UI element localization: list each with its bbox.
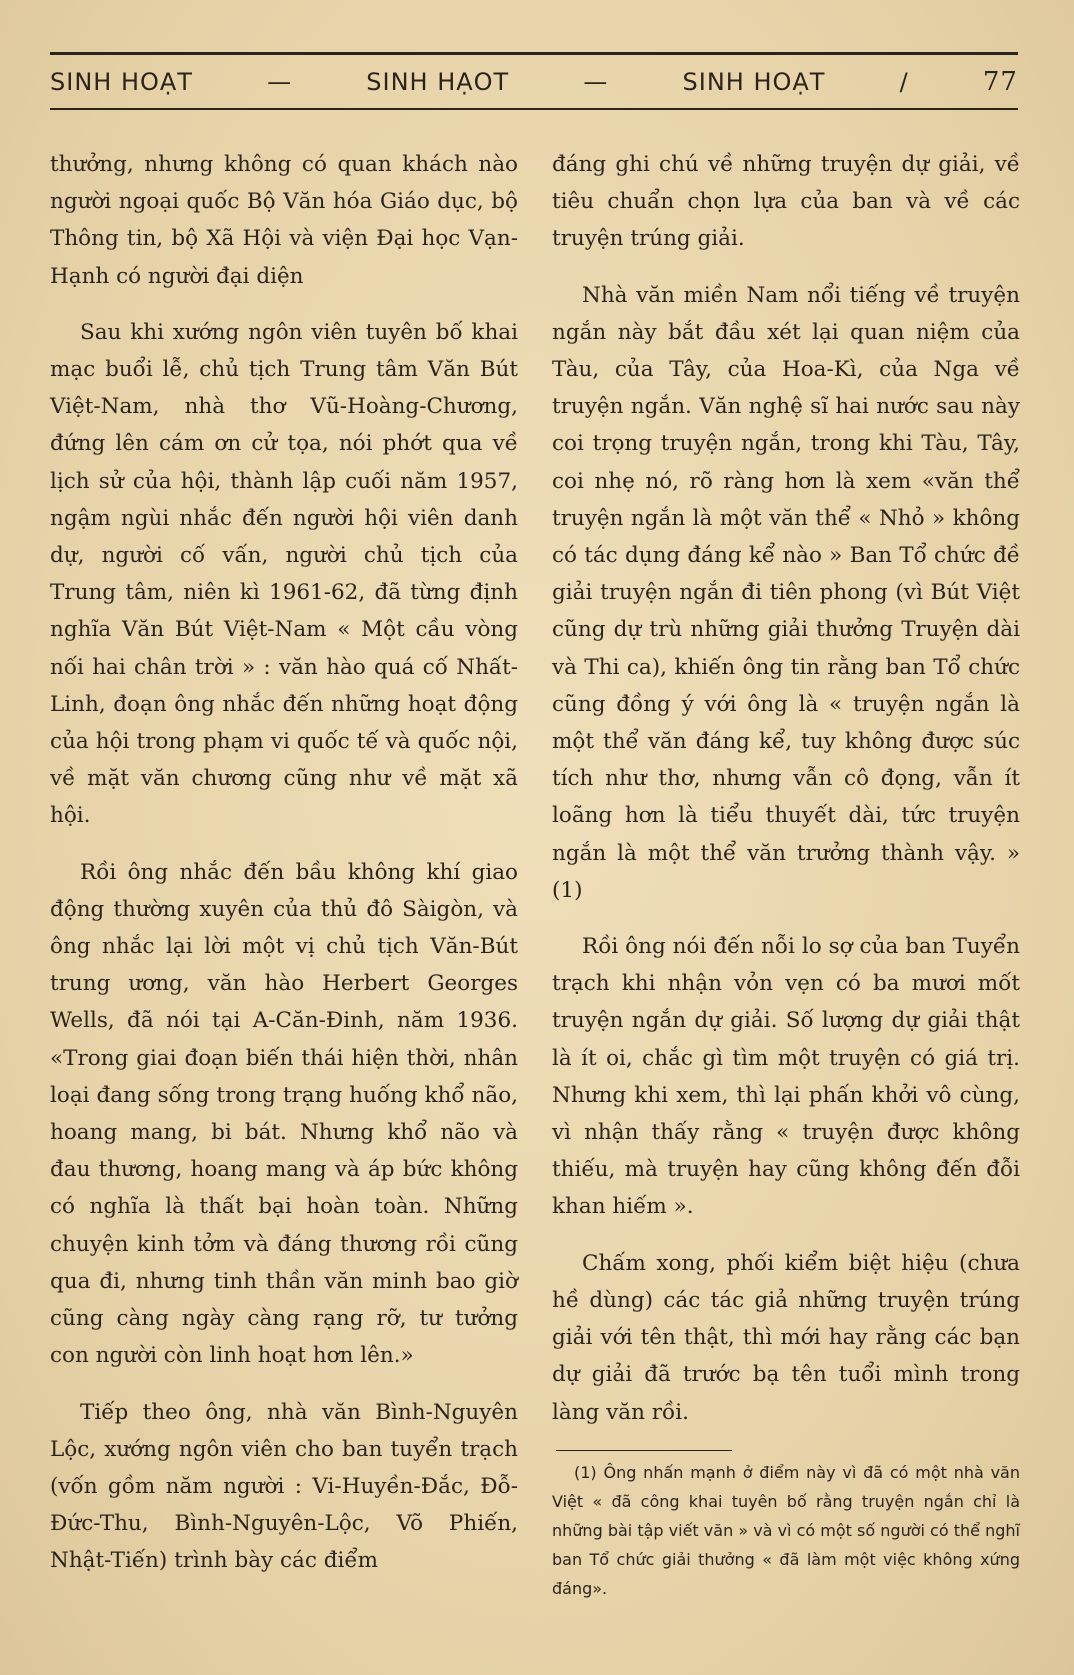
paragraph: Chấm xong, phối kiểm biệt hiệu (chưa hề dùng) các tác giả những truyện trúng giải với tên thật, thì mới hay rằng các bạn dự giải đã trước bạ tên tuổi mình trong làng văn rồi. [552,1250,1020,1425]
header-bottom-rule [50,108,1018,110]
running-header [50,64,1018,100]
paragraph: Rồi ông nói đến nỗi lo sợ của ban Tuyển trạch khi nhận vỏn vẹn có ba mươi mốt truyện ngắn dự giải. Số lượng dự giải thật là ít oi, chắc gì tìm một truyện có giá trị. Nhưng khi xem, thì lại phấn khởi vô cùng, vì nhận thấy rằng « truyện được không thiếu, mà truyện hay cũng không đến đỗi khan hiếm ». [552,934,1020,1220]
paragraph: Sau khi xướng ngôn viên tuyên bố khai mạc buổi lễ, chủ tịch Trung tâm Văn Bút Việt-Nam, nhà thơ Vũ-Hoàng-Chương, đứng lên cám ơn cử tọa, nói phớt qua về lịch sử của hội, thành lập cuối năm 1957, ngậm ngùi nhắc đến người hội viên danh dự, người cố vấn, người chủ tịch của Trung tâm, niên kì 1961-62, đã từng định nghĩa Văn Bút Việt-Nam « Một cầu vòng nối hai chân trời » : văn hào quá cố Nhất-Linh, đoạn ông nhắc đến những hoạt động của hội trong phạm vi quốc tế và quốc nội, về mặt văn chương cũng như về mặt xã hội. [50,319,518,829]
paragraph: thưởng, nhưng không có quan khách nào người ngoại quốc Bộ Văn hóa Giáo dục, bộ Thông tin, bộ Xã Hội và viện Đại học Vạn-Hạnh có người đại diện [50,152,518,289]
header-section-3: SINH HOẠT [682,68,826,96]
left-column [50,146,518,1599]
paragraph: Rồi ông nhắc đến bầu không khí giao động thường xuyên của thủ đô Sàigòn, và ông nhắc lại lời một vị chủ tịch Văn-Bút trung ương, văn hào Herbert Georges Wells, đã nói tại A-Căn-Đinh, năm 1936. «Trong giai đoạn biến thái hiện thời, nhân loại đang sống trong trạng huống khổ não, hoang mang, bi bát. Nhưng khổ não và đau thương, hoang mang và áp bức không có nghĩa là thất bại hoàn toàn. Những chuyện kinh tởm và đáng thương rồi cũng qua đi, nhưng tinh thần văn minh bao giờ cũng càng ngày càng rạng rỡ, tư tưởng con người còn linh hoạt hơn lên.» [50,859,518,1369]
paragraph: Nhà văn miền Nam nổi tiếng về truyện ngắn này bắt đầu xét lại quan niệm của Tàu, của Tây, của Hoa-Kì, của Nga về truyện ngắn. Văn nghệ sĩ hai nước sau này coi trọng truyện ngắn, trong khi Tàu, Tây, coi nhẹ nó, rõ ràng hơn là xem «văn thể truyện ngắn là một văn thể « Nhỏ » không có tác dụng đáng kể nào » Ban Tổ chức đề giải truyện ngắn đi tiên phong (vì Bút Việt cũng dự trù những giải thưởng Truyện dài và Thi ca), khiến ông tin rằng ban Tổ chức cũng đồng ý với ông là « truyện ngắn là một thể văn đáng kể, tuy không được súc tích như thơ, nhưng vẫn cô đọng, vẫn ít loãng hơn là tiểu thuyết dài, tức truyện ngắn là một thể văn trưởng thành vậy. » (1) [552,282,1020,903]
header-section-2: SINH HẠOT [366,68,510,96]
header-top-rule [50,52,1018,55]
paragraph: Tiếp theo ông, nhà văn Bình-Nguyên Lộc, xướng ngôn viên cho ban tuyển trạch (vốn gồm năm người : Vi-Huyền-Đắc, Đỗ-Đức-Thu, Bình-Nguyên-Lộc, Võ Phiến, Nhật-Tiến) trình bày các điểm [50,1399,518,1574]
header-separator: / [899,68,909,96]
footnote-rule [556,1450,732,1451]
header-section-1: SINH HOẠT [50,68,193,96]
header-dash-1: — [267,68,293,96]
header-dash-2: — [583,68,609,96]
right-column [552,146,1020,1450]
page-number: 77 [982,67,1018,97]
footnote: (1) Ông nhấn mạnh ở điểm này vì đã có một nhà văn Việt « đã công khai tuyên bố rằng truyện ngắn chỉ là những bài tập viết văn » và vì có một số người có thể nghĩ ban Tổ chức giải thưởng « đã làm một việc không xứng đáng». [552,1463,1020,1598]
paragraph: đáng ghi chú về những truyện dự giải, về tiêu chuẩn chọn lựa của ban và về các truyện trúng giải. [552,152,1020,252]
